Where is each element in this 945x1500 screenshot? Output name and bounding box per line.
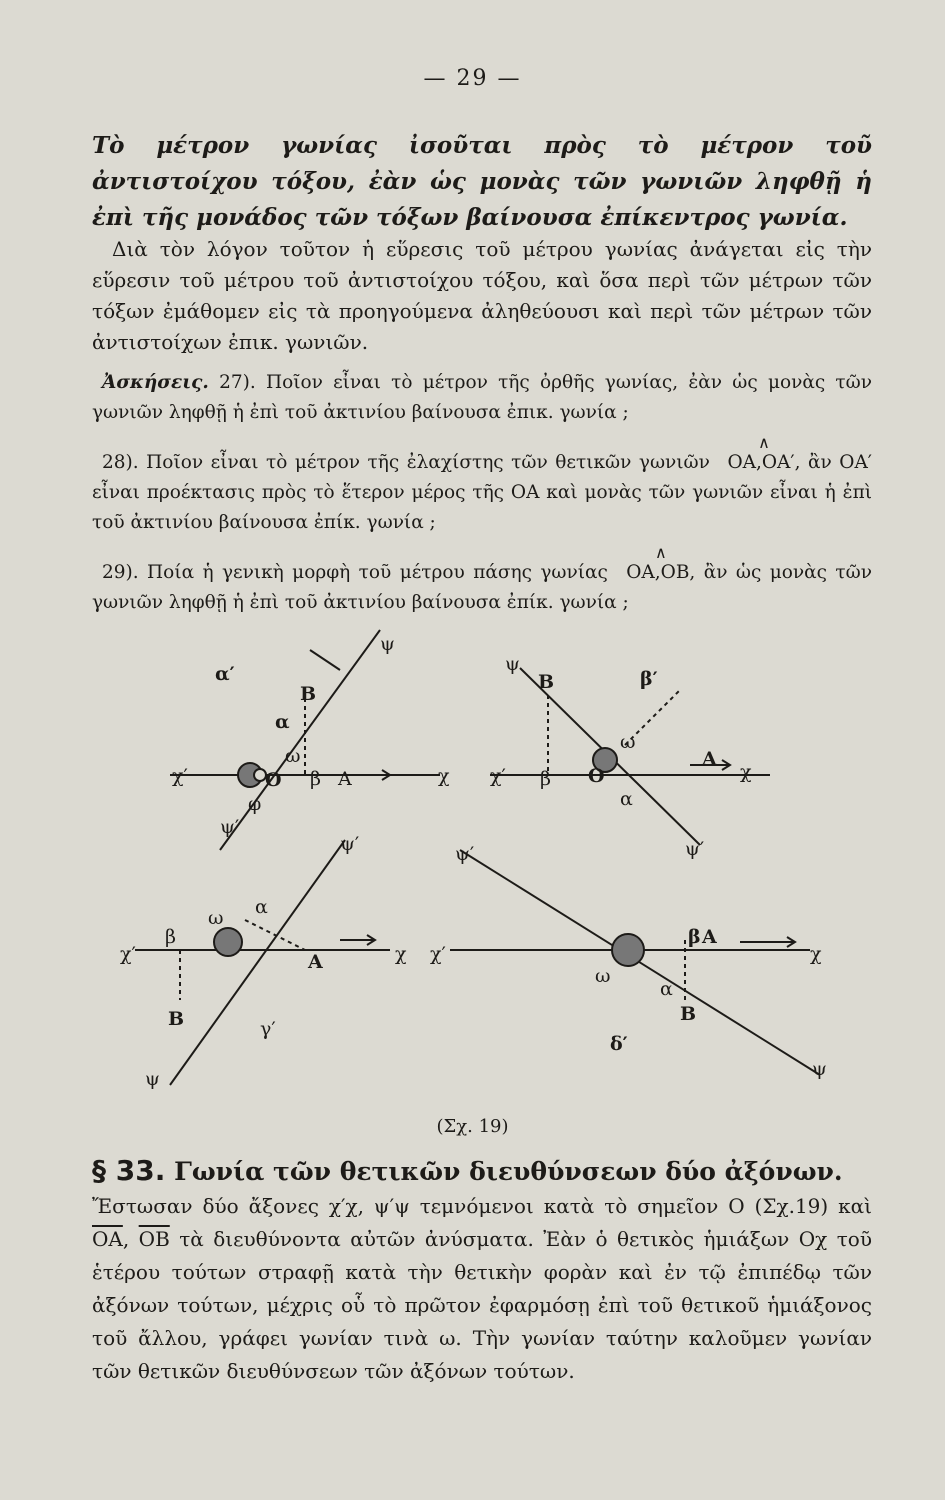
- fig-label-psi-4: ψ: [812, 1058, 827, 1080]
- fig-label-beta-3: β: [165, 926, 176, 948]
- fig-label-omega-2: ω: [620, 731, 636, 753]
- exercise-29-text-b: ἂν ὡς μονὰς τῶν γωνιῶν ληφθῇ ἡ ἐπὶ τοῦ ἀκτινίου βαίνουσα ἐπίκ. γωνία ;: [92, 562, 872, 613]
- fig-label-psi-3: ψ: [145, 1068, 160, 1090]
- figure-caption: (Σχ. 19): [436, 1116, 509, 1137]
- fig-label-x-2: χ: [740, 761, 752, 783]
- figure-19: [60, 620, 890, 1120]
- fig-label-b-prime: β′: [640, 668, 658, 690]
- fig-label-B-3: Β: [168, 1008, 185, 1030]
- vector-ob: $\overline{OB}$: [138, 1227, 170, 1251]
- fig-label-x-prime-3: χ′: [120, 943, 136, 965]
- fig-label-alpha-3: α: [255, 896, 268, 918]
- fig-label-B-4: Β: [680, 1003, 697, 1025]
- exercise-28-text-a: 28). Ποῖον εἶναι τὸ μέτρον τῆς ἐλαχίστης τῶν θετικῶν γωνιῶν: [102, 452, 710, 473]
- fig-label-psi-prime-3: ψ′: [340, 833, 360, 855]
- definition-paragraph: Τὸ μέτρον γωνίας ἰσοῦται πρὸς τὸ μέτρον τοῦ ἀντιστοίχου τόξου, ἐὰν ὡς μονὰς τῶν γωνιῶν ληφθῇ ἡ ἐπὶ τῆς μονάδος τῶν τόξων βαίνουσα ἐπίκεντρος γωνία.: [92, 132, 872, 231]
- exercise-29-text-a: 29). Ποία ἡ γενικὴ μορφὴ τοῦ μέτρου πάσης γωνίας: [102, 562, 608, 583]
- fig-label-phi: φ: [248, 793, 262, 815]
- exercise-28-angle: ∧ ΟΑ,ΟΑ′,: [717, 448, 800, 478]
- exercise-27: [92, 368, 872, 428]
- exercises-heading: Ἀσκήσεις.: [102, 372, 209, 393]
- fig-label-beta-4: β: [688, 926, 701, 948]
- section-number: § 33.: [92, 1154, 166, 1187]
- fig-label-x-prime-1: χ′: [172, 765, 188, 787]
- fig-label-omega-1: ω: [285, 745, 301, 767]
- fig-label-psi-prime-1: ψ′: [220, 816, 240, 838]
- fig-label-B-1: Β: [300, 683, 317, 705]
- explanation-paragraph: Διὰ τὸν λόγον τοῦτον ἡ εὕρεσις τοῦ μέτρου γωνίας ἀνάγεται εἰς τὴν εὕρεσιν τοῦ μέτρου τοῦ ἀντιστοίχου τόξου, καὶ ὅσα περὶ τῶν μέτρων τῶν τόξων ἐμάθομεν εἰς τὰ προηγούμενα ἀληθεύουσι καὶ περὶ τῶν μέτρων τῶν ἀντιστοίχων ἐπικ. γωνιῶν.: [92, 237, 872, 354]
- exercise-28: [92, 448, 872, 538]
- fig-label-x-4: χ: [810, 943, 822, 965]
- vector-separator: ,: [122, 1227, 130, 1251]
- fig-label-alpha-1: α: [275, 711, 290, 733]
- section-paragraph-part1: Ἔστωσαν δύο ἄξονες χ′χ, ψ′ψ τεμνόμενοι κατὰ τὸ σημεῖον Ο (Σχ.19) καὶ: [92, 1194, 872, 1218]
- fig-label-x-prime-2: χ′: [490, 765, 506, 787]
- fig-label-psi-prime-2: ψ′: [685, 838, 705, 860]
- exercise-28-text-b: ἂν ΟΑ′ εἶναι προέκτασις πρὸς τὸ ἕτερον μέρος τῆς ΟΑ καὶ μονὰς τῶν γωνιῶν εἶναι ἡ ἐπὶ τοῦ ἀκτινίου βαίνουσα ἐπίκ. γωνία ;: [92, 452, 872, 533]
- fig-label-O-2: Ο: [588, 765, 605, 787]
- fig-label-A-1: Α: [338, 768, 352, 790]
- subfigure-delta-prime: [450, 850, 820, 1075]
- fig-label-beta-2: β: [540, 768, 551, 790]
- fig-label-x-prime-4: χ′: [430, 943, 446, 965]
- fig-label-psi-2: ψ: [505, 653, 520, 675]
- fig-label-B-2: Β: [538, 671, 555, 693]
- fig-label-gamma-prime: γ′: [260, 1018, 276, 1040]
- fig-label-omega-4: ω: [595, 965, 611, 987]
- fig-label-alpha-2: α: [620, 788, 633, 810]
- fig-label-psi-1: ψ: [380, 633, 395, 655]
- fig-label-a-prime: α′: [215, 663, 235, 685]
- vector-oa: $\overline{OA}$: [92, 1227, 123, 1251]
- fig-label-x-1: χ: [438, 765, 450, 787]
- section-title: Γωνία τῶν θετικῶν διευθύνσεων δύο ἀξόνων.: [174, 1157, 843, 1186]
- fig-label-x-3: χ: [395, 943, 407, 965]
- subfigure-a-prime: [170, 630, 440, 850]
- section-paragraph-part2: τὰ διευθύνοντα αὐτῶν ἀνύσματα. Ἐὰν ὁ θετικὸς ἡμιάξων Οχ τοῦ ἑτέρου τούτων στραφῇ κατὰ τὴν θετικὴν φορὰν καὶ ἐν τῷ ἐπιπέδῳ τῶν ἀξόνων τούτων, μέχρις οὗ τὸ πρῶτον ἐφαρμόσῃ ἐπὶ τοῦ θετικοῦ ἡμιάξονος τοῦ ἄλλου, γράφει γωνίαν τινὰ ω. Τὴν γωνίαν ταύτην καλοῦμεν γωνίαν τῶν θετικῶν διευθύνσεων τῶν ἀξόνων τούτων.: [92, 1227, 873, 1383]
- fig-label-O-1: Ο: [265, 769, 282, 791]
- exercise-29: [92, 558, 872, 618]
- fig-label-beta-1: β: [310, 768, 321, 790]
- exercise-27-text: 27). Ποῖον εἶναι τὸ μέτρον τῆς ὀρθῆς γωνίας, ἐὰν ὡς μονὰς τῶν γωνιῶν ληφθῇ ἡ ἐπὶ τοῦ ἀκτινίου βαίνουσα ἐπικ. γωνία ;: [92, 372, 872, 423]
- subfigure-gamma-prime: [135, 840, 390, 1085]
- subfigure-b-prime: [490, 668, 770, 845]
- page-number: — 29 —: [423, 66, 522, 91]
- fig-label-A-4: Α: [702, 926, 717, 948]
- fig-label-delta-prime: δ′: [610, 1033, 628, 1055]
- fig-label-alpha-4: α: [660, 978, 673, 1000]
- section-heading: [92, 1154, 892, 1187]
- fig-label-psi-prime-4: ψ′: [455, 843, 475, 865]
- section-paragraph: [92, 1190, 872, 1388]
- fig-label-A-3: Α: [308, 951, 323, 973]
- exercise-29-angle: ∧ ΟΑ,ΟΒ,: [616, 558, 695, 588]
- fig-label-omega-3: ω: [208, 907, 224, 929]
- fig-label-A-2: Α: [702, 748, 717, 770]
